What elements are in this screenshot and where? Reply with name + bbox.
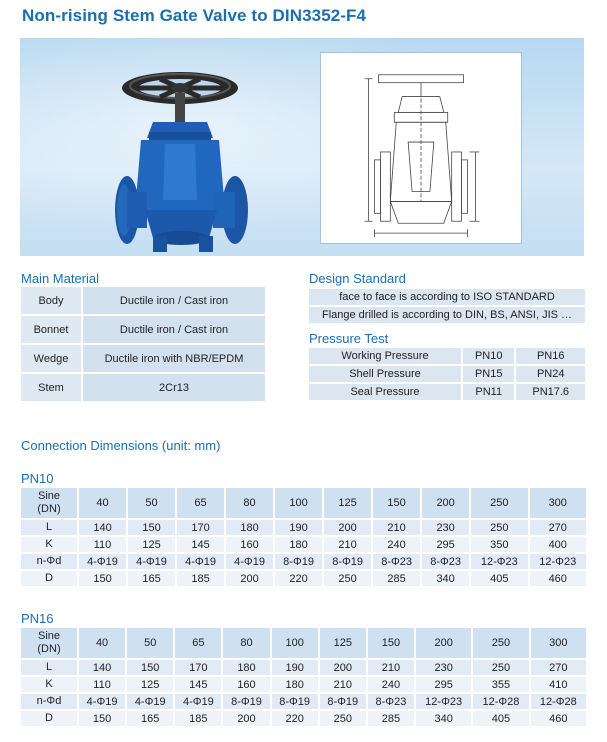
size-header-line2: (DN) <box>37 503 61 515</box>
dimension-cell: 180 <box>275 537 322 552</box>
dimension-cell: 220 <box>272 711 318 726</box>
dimension-cell: 8-Φ19 <box>320 694 366 709</box>
size-header-cell: 200 <box>422 488 469 518</box>
dimension-cell: 210 <box>320 677 366 692</box>
page-title: Non-rising Stem Gate Valve to DIN3352-F4 <box>22 6 367 25</box>
design-standard-heading: Design Standard <box>309 271 406 286</box>
material-part: Stem <box>21 374 81 401</box>
dimension-cell: 410 <box>531 677 586 692</box>
dimension-cell: 8-Φ19 <box>272 694 318 709</box>
dimension-cell: 270 <box>531 660 586 675</box>
standard-text: Flange drilled is according to DIN, BS, ANSI, JIS … <box>309 307 585 323</box>
material-part: Wedge <box>21 345 81 372</box>
main-material-heading: Main Material <box>21 271 100 286</box>
valve-drawing-icon <box>321 53 521 243</box>
dimension-cell: 460 <box>531 711 586 726</box>
size-header-cell: 40 <box>79 488 126 518</box>
dimension-cell: 8-Φ19 <box>324 554 371 569</box>
dimension-cell: 150 <box>79 571 126 586</box>
pn10-dimension-table <box>19 486 588 588</box>
dimension-cell: 230 <box>422 520 469 535</box>
dimension-cell: 165 <box>127 711 173 726</box>
dimension-cell: 270 <box>530 520 587 535</box>
product-banner <box>20 38 584 256</box>
table-row <box>21 374 265 401</box>
material-part: Body <box>21 287 81 314</box>
dimension-cell: 125 <box>128 537 175 552</box>
dimension-cell: 145 <box>177 537 224 552</box>
size-header-line2: (DN) <box>37 643 61 655</box>
standard-text: face to face is according to ISO STANDARD <box>309 289 585 305</box>
table-row <box>21 554 586 569</box>
dimension-cell: 405 <box>471 571 527 586</box>
size-header-cell: 50 <box>128 488 175 518</box>
dimension-cell: 355 <box>473 677 528 692</box>
size-header-label <box>21 628 77 658</box>
dimension-cell: 210 <box>373 520 420 535</box>
dimension-cell: 4-Φ19 <box>128 554 175 569</box>
technical-drawing <box>320 52 522 244</box>
dimension-cell: 145 <box>175 677 221 692</box>
dimension-cell: 12-Φ28 <box>531 694 586 709</box>
dimension-cell: 4-Φ19 <box>79 554 126 569</box>
size-header-cell: 50 <box>127 628 173 658</box>
size-header-cell: 80 <box>223 628 269 658</box>
row-key: n-Φd <box>21 694 77 709</box>
dimension-cell: 125 <box>127 677 173 692</box>
table-row <box>21 677 586 692</box>
gate-valve-photo <box>105 60 275 256</box>
pressure-pn16: PN24 <box>516 366 585 382</box>
dimension-cell: 250 <box>324 571 371 586</box>
material-value: Ductile iron with NBR/EPDM <box>83 345 265 372</box>
table-header-row <box>21 628 586 658</box>
dimension-cell: 8-Φ23 <box>422 554 469 569</box>
pressure-pn10: PN15 <box>463 366 514 382</box>
row-key: L <box>21 660 77 675</box>
dimension-cell: 185 <box>175 711 221 726</box>
dimension-cell: 210 <box>368 660 414 675</box>
size-header-line1: Sine <box>37 490 61 502</box>
table-row <box>309 307 585 323</box>
pressure-pn16: PN17.6 <box>516 384 585 400</box>
table-row <box>21 345 265 372</box>
dimension-cell: 180 <box>223 660 269 675</box>
dimension-cell: 250 <box>471 520 527 535</box>
size-header-cell: 200 <box>416 628 471 658</box>
dimension-cell: 12-Φ28 <box>473 694 528 709</box>
row-key: D <box>21 571 77 586</box>
dimension-cell: 220 <box>275 571 322 586</box>
dimension-cell: 12-Φ23 <box>530 554 587 569</box>
dimension-cell: 160 <box>226 537 273 552</box>
dimension-cell: 8-Φ19 <box>223 694 269 709</box>
pn16-dimension-table <box>19 626 588 728</box>
dimension-cell: 230 <box>416 660 471 675</box>
dimension-cell: 405 <box>473 711 528 726</box>
dimension-cell: 240 <box>373 537 420 552</box>
dimension-cell: 200 <box>320 660 366 675</box>
pressure-test-heading: Pressure Test <box>309 331 389 346</box>
row-key: K <box>21 537 77 552</box>
size-header-cell: 40 <box>79 628 125 658</box>
table-row <box>309 384 585 400</box>
material-value: Ductile iron / Cast iron <box>83 287 265 314</box>
dimension-cell: 340 <box>416 711 471 726</box>
pn10-heading: PN10 <box>21 471 54 486</box>
dimension-cell: 8-Φ23 <box>368 694 414 709</box>
table-row <box>309 348 585 364</box>
row-key: K <box>21 677 77 692</box>
pressure-pn10: PN10 <box>463 348 514 364</box>
size-header-cell: 300 <box>531 628 586 658</box>
material-value: 2Cr13 <box>83 374 265 401</box>
size-header-cell: 65 <box>175 628 221 658</box>
dimension-cell: 295 <box>422 537 469 552</box>
dimension-cell: 150 <box>128 520 175 535</box>
table-row <box>21 287 265 314</box>
dimension-cell: 400 <box>530 537 587 552</box>
dimension-cell: 350 <box>471 537 527 552</box>
row-key: D <box>21 711 77 726</box>
dimension-cell: 4-Φ19 <box>177 554 224 569</box>
dimension-cell: 4-Φ19 <box>79 694 125 709</box>
table-row <box>309 366 585 382</box>
size-header-cell: 100 <box>272 628 318 658</box>
pressure-pn10: PN11 <box>463 384 514 400</box>
dimension-cell: 250 <box>473 660 528 675</box>
pn16-heading: PN16 <box>21 611 54 626</box>
size-header-cell: 80 <box>226 488 273 518</box>
dimension-cell: 190 <box>272 660 318 675</box>
dimension-cell: 110 <box>79 677 125 692</box>
material-value: Ductile iron / Cast iron <box>83 316 265 343</box>
size-header-cell: 150 <box>373 488 420 518</box>
dimension-cell: 200 <box>223 711 269 726</box>
dimension-cell: 210 <box>324 537 371 552</box>
size-header-cell: 150 <box>368 628 414 658</box>
size-header-label <box>21 488 77 518</box>
table-row <box>21 571 586 586</box>
dimension-cell: 200 <box>226 571 273 586</box>
dimension-cell: 285 <box>368 711 414 726</box>
size-header-cell: 65 <box>177 488 224 518</box>
table-row <box>21 660 586 675</box>
dimension-cell: 185 <box>177 571 224 586</box>
pressure-label: Shell Pressure <box>309 366 461 382</box>
dimension-cell: 150 <box>79 711 125 726</box>
dimension-cell: 285 <box>373 571 420 586</box>
dimension-cell: 250 <box>320 711 366 726</box>
dimension-cell: 190 <box>275 520 322 535</box>
dimension-cell: 160 <box>223 677 269 692</box>
size-header-cell: 250 <box>473 628 528 658</box>
dimension-cell: 340 <box>422 571 469 586</box>
table-row <box>21 711 586 726</box>
dimension-cell: 110 <box>79 537 126 552</box>
size-header-cell: 125 <box>324 488 371 518</box>
dimension-cell: 4-Φ19 <box>226 554 273 569</box>
dimension-cell: 150 <box>127 660 173 675</box>
main-material-table <box>19 285 267 403</box>
size-header-cell: 250 <box>471 488 527 518</box>
dimension-cell: 140 <box>79 660 125 675</box>
row-key: L <box>21 520 77 535</box>
dimension-cell: 180 <box>272 677 318 692</box>
pressure-label: Seal Pressure <box>309 384 461 400</box>
dimension-cell: 240 <box>368 677 414 692</box>
table-row <box>21 520 586 535</box>
dimension-cell: 4-Φ19 <box>175 694 221 709</box>
material-part: Bonnet <box>21 316 81 343</box>
dimension-cell: 140 <box>79 520 126 535</box>
size-header-line1: Sine <box>37 630 61 642</box>
size-header-cell: 300 <box>530 488 587 518</box>
connection-dimensions-heading: Connection Dimensions (unit: mm) <box>21 438 221 453</box>
pressure-test-table <box>307 346 587 402</box>
size-header-cell: 100 <box>275 488 322 518</box>
dimension-cell: 8-Φ19 <box>275 554 322 569</box>
dimension-cell: 200 <box>324 520 371 535</box>
dimension-cell: 170 <box>175 660 221 675</box>
table-header-row <box>21 488 586 518</box>
dimension-cell: 12-Φ23 <box>471 554 527 569</box>
pressure-pn16: PN16 <box>516 348 585 364</box>
row-key: n-Φd <box>21 554 77 569</box>
dimension-cell: 165 <box>128 571 175 586</box>
dimension-cell: 460 <box>530 571 587 586</box>
design-standard-table <box>307 287 587 325</box>
size-header-cell: 125 <box>320 628 366 658</box>
dimension-cell: 8-Φ23 <box>373 554 420 569</box>
dimension-cell: 170 <box>177 520 224 535</box>
dimension-cell: 295 <box>416 677 471 692</box>
table-row <box>21 316 265 343</box>
table-row <box>21 694 586 709</box>
pressure-label: Working Pressure <box>309 348 461 364</box>
table-row <box>309 289 585 305</box>
table-row <box>21 537 586 552</box>
dimension-cell: 4-Φ19 <box>127 694 173 709</box>
dimension-cell: 180 <box>226 520 273 535</box>
dimension-cell: 12-Φ23 <box>416 694 471 709</box>
